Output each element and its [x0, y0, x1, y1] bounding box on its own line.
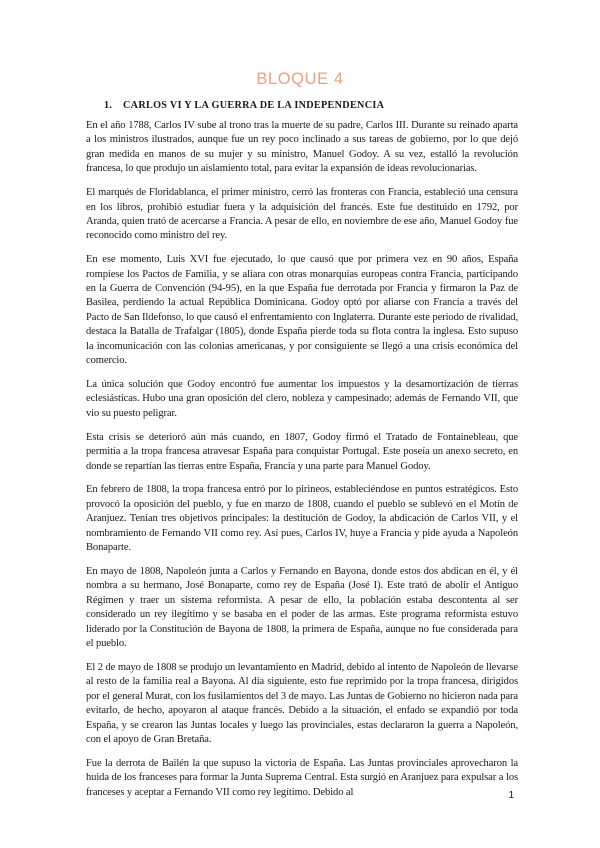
page-number: 1	[508, 790, 514, 801]
paragraph-1: En el año 1788, Carlos IV sube al trono tras la muerte de su padre, Carlos III. Durante su reinado aparta a los ministros ilustrados, aunque fue un rey poco inclinado a sus tareas de gobierno, por lo que dejó gran medida en manos de su mujer y su ministro, Manuel Godoy. A su vez, estalló la revolución francesa, lo que produjo un aislamiento total, para evitar la expansión de ideas revolucionarias.	[86, 120, 518, 175]
section-heading	[104, 100, 384, 111]
paragraph-6: En febrero de 1808, la tropa francesa entró por lo pirineos, estableciéndose en puntos estratégicos. Esto provocó la oposición del pueblo, y fue en marzo de 1808, cuando el pueblo se sublevó en el Motín de Aranjuez. Tenían tres objetivos principales: la destitución de Godoy, la abdicación de Carlos VII, y el nombramiento de Fernando VII como rey. Así pues, Carlos IV, huye a Francia y pide ayuda a Napoleón Bonaparte.	[86, 484, 518, 554]
page-title: BLOQUE 4	[256, 70, 344, 88]
paragraph-9: Fue la derrota de Bailén la que supuso la victoria de España. Las Juntas provinciales aprovecharon la huida de los franceses para formar la Junta Suprema Central. Esta surgió en Aranjuez para expulsar a los franceses y aceptar a Fernando VII como rey legítimo. Debido al	[86, 757, 518, 798]
body-text	[86, 119, 518, 810]
section-heading-text: CARLOS VI Y LA GUERRA DE LA INDEPENDENCIA	[123, 100, 385, 111]
paragraph-3: En ese momento, Luis XVI fue ejecutado, lo que causó que por primera vez en 90 años, España rompiese los Pactos de Familia, y se aliara con otras monarquías europeas contra Francia, participando en la Guerra de Convención (94-95), en la que España fue derrotada por Francia y firmaron la Paz de Basilea, perdiendo la actual República Dominicana. Godoy optó por aliarse con Francia a través del Pacto de San Ildefonso, lo que causó el enfrentamiento con Inglaterra. Durante este periodo de rivalidad, destaca la Batalla de Trafalgar (1805), donde España pierde toda su flota contra la inglesa. Esto supuso la incomunicación con las colonias americanas, y por consiguiente se llegó a una crisis económica del comercio.	[86, 254, 518, 367]
paragraph-7: En mayo de 1808, Napoleón junta a Carlos y Fernando en Bayona, donde estos dos abdican en él, y él nombra a su hermano, José Bonaparte, como rey de España (José I). Este trató de abolir el Antiguo Régimen y traer un sistema reformista. A pesar de ello, la población estaba descontenta al ser considerado un rey ilegítimo y se basaba en el poder de las armas. Este programa reformista estuvo liderado por la Constitución de Bayona de 1808, la primera de España, aunque no fue considerada para el pueblo.	[86, 565, 518, 649]
paragraph-2: El marqués de Floridablanca, el primer ministro, cerró las fronteras con Francia, estableció una censura en los libros, prohibió estudiar fuera y la adquisición del francés. Este fue destituido en 1792, por Aranda, quien trató de acercarse a Francia. A pesar de ello, en noviembre de ese año, Manuel Godoy fue reconocido como ministro del rey.	[86, 187, 518, 242]
paragraph-5: Esta crisis se deterioró aún más cuando, en 1807, Godoy firmó el Tratado de Fontainebleau, que permitía a la tropa francesa atravesar España para conquistar Portugal. Este poseía un anexo secreto, en donde se repartían las tierras entre España, Francia y una parte para Manuel Godoy.	[86, 431, 518, 472]
paragraph-4: La única solución que Godoy encontró fue aumentar los impuestos y la desamortización de tierras eclesiásticas. Hubo una gran oposición del clero, nobleza y campesinado; además de Fernando VII, que vio su puesto peligrar.	[86, 379, 518, 419]
paragraph-8: El 2 de mayo de 1808 se produjo un levantamiento en Madrid, debido al intento de Napoleón de llevarse al resto de la familia real a Bayona. Al día siguiente, esto fue reprimido por la tropa francesa, dirigidos por el general Murat, con los fusilamientos del 3 de mayo. Las Juntas de Gobierno no hicieron nada para evitarlo, de hecho, apoyaron al ataque francés. Debido a la situación, el enfado se expandió por toda España, y se crearon las Juntas locales y luego las provinciales, estas declararon la guerra a Napoleón, con el apoyo de Gran Bretaña.	[86, 661, 518, 745]
section-number: 1.	[104, 100, 113, 111]
